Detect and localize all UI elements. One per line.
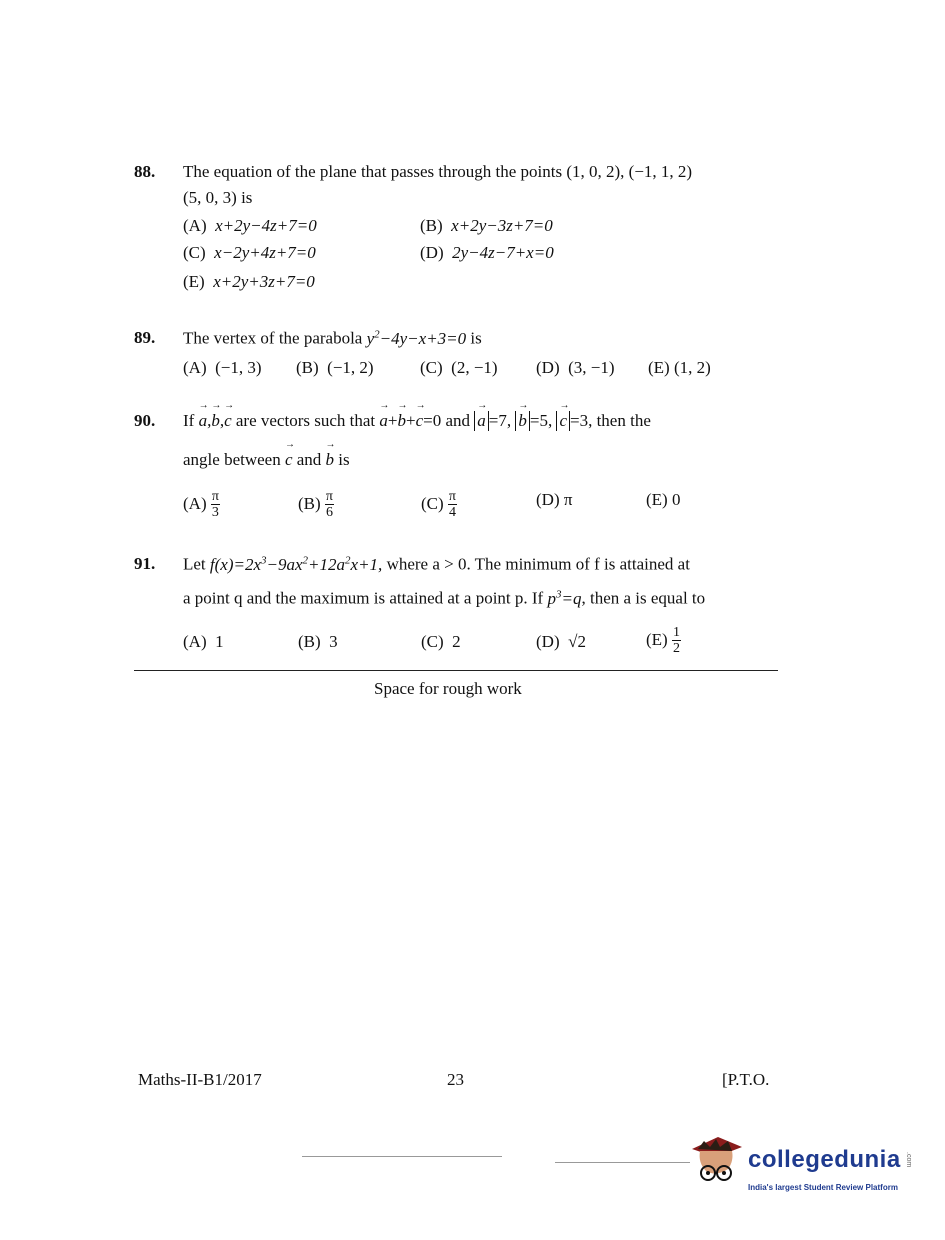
- q91-option-c: (C) 2: [421, 632, 461, 651]
- y-var: y: [366, 328, 375, 348]
- q91-option-b: (B) 3: [298, 632, 338, 651]
- question-89-text: [183, 328, 482, 349]
- question-88-number: 88.: [134, 162, 156, 181]
- question-89-number: 89.: [134, 328, 156, 347]
- q91-options: [183, 622, 743, 662]
- question-90-text: If → a,→ b,→ c are vectors such that → a+→ b+→ c=0 and → a =7, → b =5, → c =3, then the: [183, 411, 651, 431]
- option-label: (E): [183, 272, 205, 291]
- logo-tagline: India's largest Student Review Platform: [748, 1183, 898, 1192]
- question-91-text-line2: a point q and the maximum is attained at a point p. If $p^3=q$, then a is equal to: [183, 588, 706, 608]
- q90-option-e: (E) 0: [646, 490, 681, 509]
- question-90-text-line2: angle between → c and → b is: [183, 450, 350, 470]
- exponent: 2: [374, 328, 380, 340]
- q90-option-a: (A) $\frac{\pi}{3}$: [183, 489, 219, 520]
- parabola-equation: [367, 329, 467, 348]
- mascot-icon: [686, 1133, 748, 1193]
- option-value: x−2y+4z+7=0: [214, 243, 316, 262]
- option-label: (A): [183, 216, 207, 235]
- q88-option-a: [183, 216, 317, 236]
- footer-code: Maths-II-B1/2017: [138, 1070, 262, 1089]
- pto-label: [P.T.O.: [722, 1070, 770, 1089]
- option-value: x+2y−4z+7=0: [215, 216, 317, 235]
- option-label: (C): [183, 243, 206, 262]
- question-89-lead: The vertex of the parabola: [183, 328, 363, 348]
- q89-option-a: (A) (−1, 3): [183, 358, 262, 377]
- page-number: 23: [447, 1070, 464, 1089]
- q91-option-a: (A) 1: [183, 632, 224, 651]
- scan-line-right: [555, 1162, 690, 1163]
- question-91-text: Let $f(x)=2x^3-9ax^2+12a^2x+1$, where a > 0. The minimum of f is attained at: [183, 554, 690, 574]
- option-label: (B): [420, 216, 443, 235]
- equation-rest: −4y−x+3=0: [379, 328, 467, 348]
- question-90-number: 90.: [134, 411, 156, 430]
- q91-option-e: (E) $\frac{1}{2}$: [646, 625, 680, 656]
- question-91-number: 91.: [134, 554, 156, 573]
- logo-suffix: .com: [905, 1152, 912, 1168]
- q88-option-c: [183, 243, 316, 263]
- q89-option-b: (B) (−1, 2): [296, 358, 374, 377]
- scan-line-left: [302, 1156, 502, 1157]
- q88-option-d: [420, 243, 554, 263]
- q89-option-e: (E) (1, 2): [648, 358, 711, 377]
- q90-option-c: (C) $\frac{\pi}{4}$: [421, 489, 456, 520]
- rough-work-divider: [134, 670, 778, 671]
- q91-option-d: (D) √2: [536, 632, 586, 651]
- q89-option-c: (C) (2, −1): [420, 358, 498, 377]
- q89-option-d: (D) (3, −1): [536, 358, 615, 377]
- question-88-text-line2: (5, 0, 3) is: [183, 188, 253, 207]
- logo-name: collegedunia: [748, 1146, 901, 1173]
- option-value: 2y−4z−7+x=0: [452, 243, 554, 262]
- q88-option-e: [183, 272, 315, 292]
- option-label: (D): [420, 243, 444, 262]
- q88-option-b: [420, 216, 553, 236]
- option-value: x+2y−3z+7=0: [451, 216, 553, 235]
- rough-work-label: Space for rough work: [374, 679, 522, 698]
- question-89-end: is: [470, 328, 482, 348]
- q90-option-b: (B) $\frac{\pi}{6}$: [298, 489, 333, 520]
- question-88-text: The equation of the plane that passes through the points (1, 0, 2), (−1, 1, 2): [183, 162, 693, 181]
- q90-options: [183, 484, 743, 524]
- q90-option-d: (D) π: [536, 490, 573, 509]
- option-value: x+2y+3z+7=0: [213, 272, 315, 291]
